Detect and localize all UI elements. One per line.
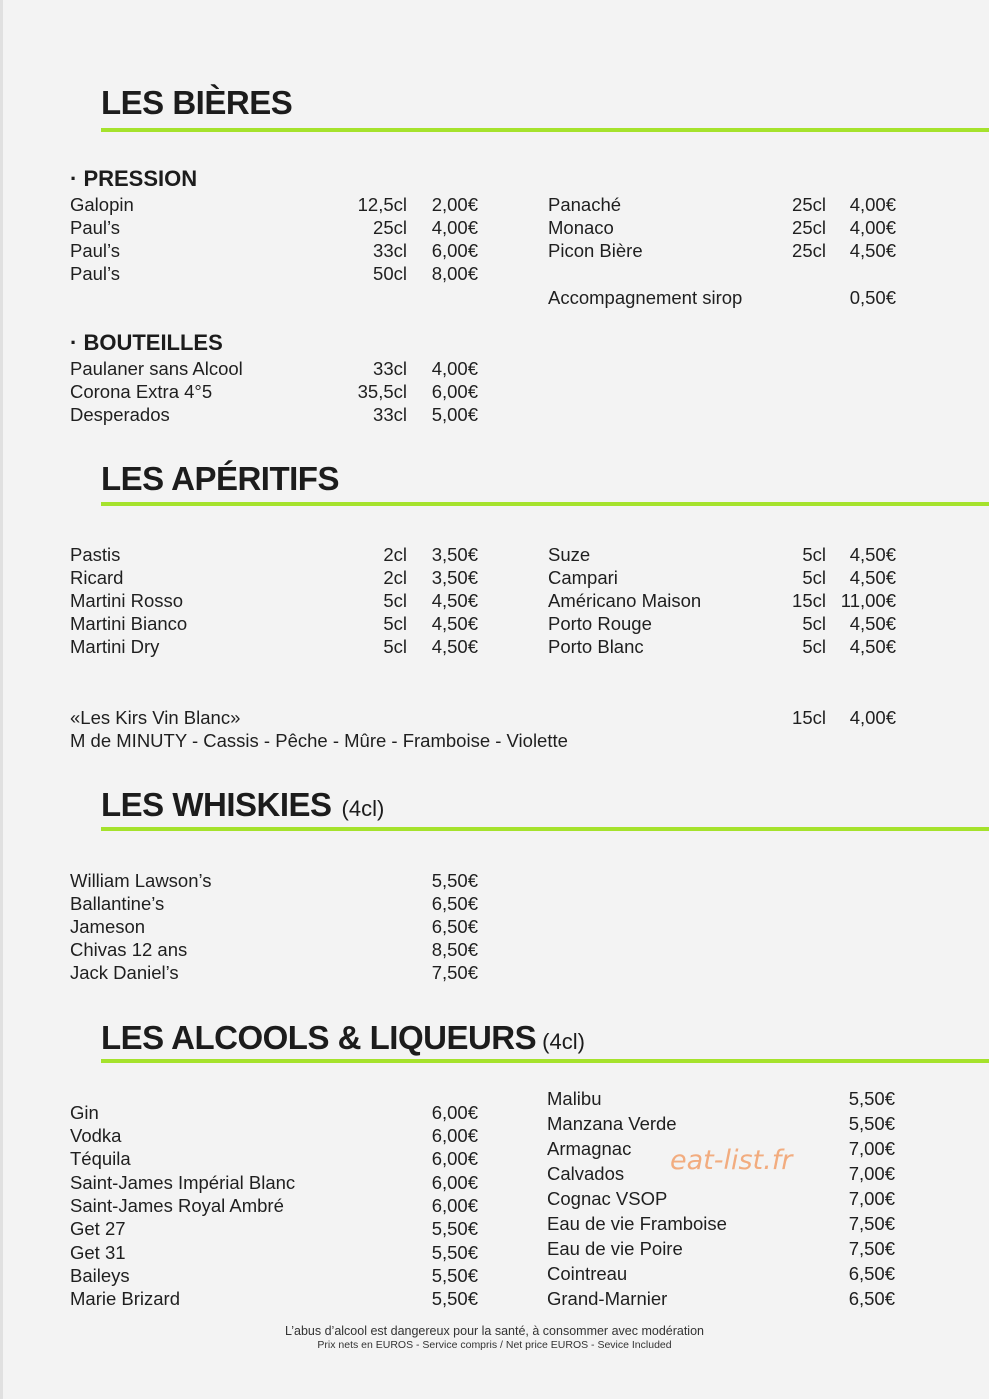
kirs-flavors: M de MINUTY - Cassis - Pêche - Mûre - Framboise - Violette [70, 730, 568, 751]
menu-item-price: 6,00€ [431, 240, 478, 261]
menu-item-price: 3,50€ [431, 567, 478, 588]
section-title-whiskies [101, 786, 384, 824]
menu-item-size: 25cl [792, 194, 826, 215]
menu-item-size: 5cl [802, 544, 826, 565]
menu-item-size: 2cl [383, 544, 407, 565]
menu-item-price: 4,50€ [849, 240, 896, 261]
menu-item-price: 6,50€ [431, 916, 478, 937]
menu-item-name: Galopin [70, 194, 134, 215]
subheading-bouteilles: · BOUTEILLES [70, 330, 223, 355]
menu-item-price: 6,00€ [431, 1148, 478, 1169]
watermark: eat-list.fr [670, 1145, 793, 1176]
menu-item-size: 50cl [373, 263, 407, 284]
section-title-text: LES WHISKIES [101, 786, 332, 823]
menu-item-price: 5,50€ [431, 1242, 478, 1263]
menu-item-price: 3,50€ [431, 544, 478, 565]
menu-item-size: 5cl [383, 590, 407, 611]
menu-item-name: Cointreau [547, 1263, 628, 1284]
menu-item-name: Jack Daniel’s [70, 962, 179, 983]
menu-item-price: 5,50€ [848, 1088, 895, 1109]
menu-item-size: 5cl [802, 613, 826, 634]
menu-item-price: 8,50€ [431, 939, 478, 960]
section-subtitle: (4cl) [542, 1029, 585, 1054]
menu-item-name: Accompagnement sirop [548, 287, 743, 308]
kirs-name: «Les Kirs Vin Blanc» [70, 707, 241, 728]
menu-item-price: 8,00€ [431, 263, 478, 284]
menu-item-name: Martini Dry [70, 636, 160, 657]
menu-item-size: 15cl [792, 590, 826, 611]
menu-item-name: Saint-James Impérial Blanc [70, 1172, 296, 1193]
menu-item-name: Pastis [70, 544, 121, 565]
menu-item-price: 0,50€ [849, 287, 896, 308]
menu-item-size: 5cl [383, 636, 407, 657]
menu-item-price: 4,00€ [849, 194, 896, 215]
menu-item-name: Panaché [548, 194, 622, 215]
menu-item-price: 5,50€ [431, 1218, 478, 1239]
kirs-size: 15cl [792, 707, 826, 728]
menu-item-price: 6,00€ [431, 1172, 478, 1193]
menu-item-name: Cognac VSOP [547, 1188, 668, 1209]
menu-item-name: Américano Maison [548, 590, 702, 611]
menu-item-size: 25cl [792, 217, 826, 238]
menu-item-name: Vodka [70, 1125, 122, 1146]
menu-item-price: 5,00€ [431, 404, 478, 425]
menu-item-name: Desperados [70, 404, 170, 425]
menu-item-price: 6,00€ [431, 1195, 478, 1216]
menu-item-price: 7,00€ [848, 1163, 895, 1184]
section-rule [101, 827, 989, 831]
menu-item-name: Paulaner sans Alcool [70, 358, 243, 379]
menu-item-size: 5cl [383, 613, 407, 634]
menu-item-name: William Lawson’s [70, 870, 212, 891]
menu-item-price: 6,50€ [848, 1263, 895, 1284]
menu-item-name: Porto Blanc [548, 636, 644, 657]
menu-item-name: Eau de vie Framboise [547, 1213, 727, 1234]
section-title-text: LES ALCOOLS & LIQUEURS [101, 1019, 537, 1056]
menu-item-size: 35,5cl [357, 381, 407, 402]
menu-item-price: 4,50€ [431, 636, 478, 657]
menu-item-price: 4,50€ [849, 567, 896, 588]
section-title-alcools [101, 1019, 585, 1057]
menu-item-price: 6,00€ [431, 1125, 478, 1146]
menu-item-price: 6,50€ [848, 1288, 895, 1309]
menu-item-price: 7,00€ [848, 1138, 895, 1159]
section-rule [101, 128, 989, 132]
menu-item-price: 6,50€ [431, 893, 478, 914]
menu-item-price: 4,00€ [431, 217, 478, 238]
menu-item-name: Monaco [548, 217, 614, 238]
menu-item-price: 4,50€ [849, 613, 896, 634]
menu-item-name: Martini Rosso [70, 590, 184, 611]
menu-item-price: 5,50€ [431, 870, 478, 891]
menu-item-price: 6,00€ [431, 1102, 478, 1123]
menu-item-price: 2,00€ [431, 194, 478, 215]
menu-item-size: 25cl [373, 217, 407, 238]
section-title-bieres: LES BIÈRES [101, 84, 293, 121]
menu-item-name: Suze [548, 544, 591, 565]
menu-item-price: 7,00€ [848, 1188, 895, 1209]
menu-item-name: Campari [548, 567, 618, 588]
menu-item-name: Eau de vie Poire [547, 1238, 683, 1259]
menu-item-name: Porto Rouge [548, 613, 652, 634]
page-edge [0, 0, 3, 1399]
menu-item-name: Gin [70, 1102, 99, 1123]
menu-item-name: Saint-James Royal Ambré [70, 1195, 284, 1216]
menu-item-name: Paul’s [70, 240, 121, 261]
menu-item-name: Chivas 12 ans [70, 939, 188, 960]
menu-item-size: 33cl [373, 240, 407, 261]
menu-item-size: 5cl [802, 636, 826, 657]
menu-item-price: 7,50€ [431, 962, 478, 983]
menu-item-name: Armagnac [547, 1138, 632, 1159]
menu-item-price: 4,50€ [849, 636, 896, 657]
menu-item-name: Ballantine’s [70, 893, 165, 914]
menu-item-name: Paul’s [70, 263, 121, 284]
menu-item-price: 7,50€ [848, 1238, 895, 1259]
menu-item-price: 4,00€ [849, 217, 896, 238]
menu-item-size: 5cl [802, 567, 826, 588]
menu-item-name: Picon Bière [548, 240, 643, 261]
footer-warning: L’abus d’alcool est dangereux pour la santé, à consommer avec modération [284, 1324, 704, 1338]
menu-item-size: 33cl [373, 404, 407, 425]
menu-item-name: Baileys [70, 1265, 130, 1286]
menu-item-name: Get 31 [70, 1242, 126, 1263]
menu-item-price: 4,50€ [431, 613, 478, 634]
section-rule [101, 1059, 989, 1063]
menu-item-price: 6,00€ [431, 381, 478, 402]
menu-item-name: Get 27 [70, 1218, 126, 1239]
menu-item-name: Grand-Marnier [547, 1288, 668, 1309]
menu-item-size: 25cl [792, 240, 826, 261]
footer-pricing-note: Prix nets en EUROS - Service compris / Net price EUROS - Sevice Included [317, 1339, 672, 1351]
menu-item-price: 5,50€ [431, 1288, 478, 1309]
menu-item-price: 4,50€ [849, 544, 896, 565]
menu-item-name: Ricard [70, 567, 124, 588]
menu-item-size: 33cl [373, 358, 407, 379]
menu-item-size: 12,5cl [357, 194, 407, 215]
menu-item-name: Téquila [70, 1148, 131, 1169]
menu-item-price: 4,00€ [431, 358, 478, 379]
menu-item-name: Calvados [547, 1163, 625, 1184]
menu-item-name: Jameson [70, 916, 146, 937]
menu-item-size: 2cl [383, 567, 407, 588]
menu-item-name: Manzana Verde [547, 1113, 677, 1134]
section-title-aperitifs: LES APÉRITIFS [101, 460, 339, 497]
menu-item-price: 7,50€ [848, 1213, 895, 1234]
menu-item-name: Paul’s [70, 217, 121, 238]
section-subtitle: (4cl) [341, 796, 385, 821]
menu-item-name: Marie Brizard [70, 1288, 180, 1309]
menu-item-name: Corona Extra 4°5 [70, 381, 213, 402]
section-rule [101, 502, 989, 506]
menu-item-price: 5,50€ [431, 1265, 478, 1286]
kirs-price: 4,00€ [849, 707, 896, 728]
menu-item-price: 11,00€ [840, 590, 896, 611]
menu-item-price: 5,50€ [848, 1113, 895, 1134]
subheading-pression: · PRESSION [70, 166, 198, 191]
menu-item-name: Malibu [547, 1088, 602, 1109]
menu-item-price: 4,50€ [431, 590, 478, 611]
menu-item-name: Martini Bianco [70, 613, 188, 634]
